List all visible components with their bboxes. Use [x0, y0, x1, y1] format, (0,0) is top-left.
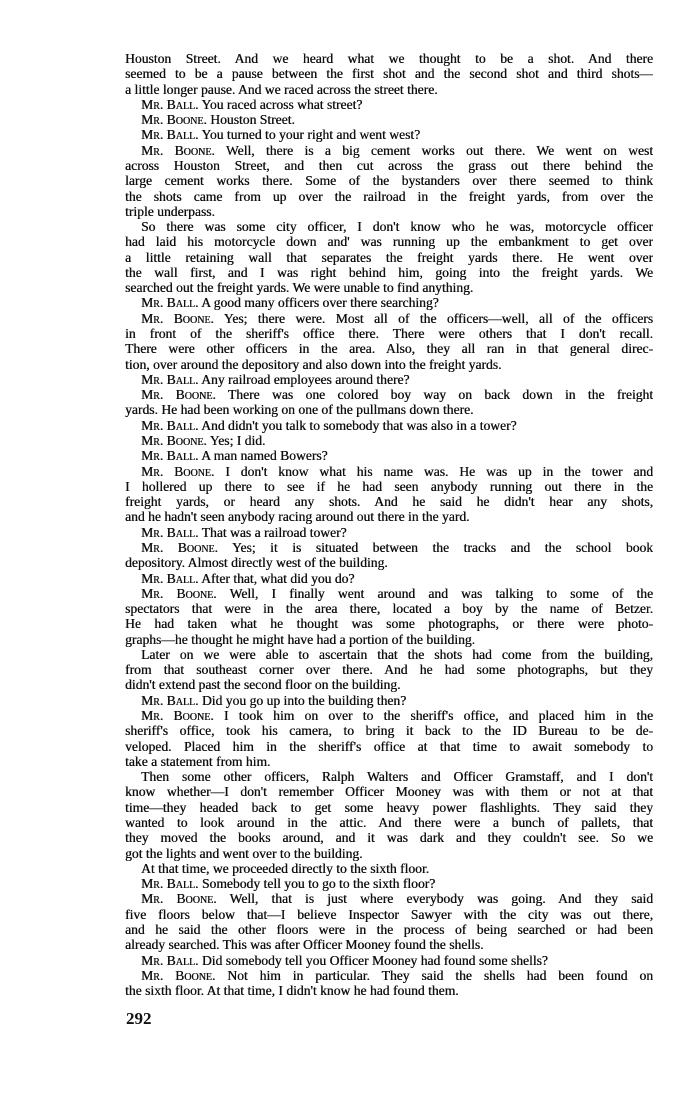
- line-text: Yes; it is situated between the tracks and the school book: [217, 539, 653, 555]
- testimony-line: [125, 937, 653, 952]
- line-text: He had taken what he thought was some photographs, or there were photo-: [125, 616, 653, 632]
- testimony-line: [125, 479, 653, 494]
- line-text: Did somebody tell you Officer Mooney had found some shells?: [198, 952, 548, 968]
- line-text: from that southeast corner over there. And he had some photographs, but they: [125, 662, 653, 678]
- line-text: A man named Bowers?: [198, 448, 328, 464]
- testimony-line: [141, 586, 653, 601]
- narrative-line: [125, 662, 653, 677]
- line-text: Houston Street.: [206, 112, 295, 128]
- line-text: large cement works there. Some of the bystanders over there seemed to think: [125, 173, 653, 189]
- narrative-line: [125, 265, 653, 280]
- testimony-line: [141, 968, 653, 983]
- line-text: a little longer pause. And we raced across the street there.: [125, 81, 438, 97]
- testimony-line: [141, 433, 653, 448]
- testimony-line: [141, 464, 653, 479]
- speaker-label: Mr. Ball.: [141, 570, 199, 586]
- testimony-line: [141, 372, 653, 387]
- testimony-line: [141, 97, 653, 112]
- testimony-line: [125, 357, 653, 372]
- line-text: After that, what did you do?: [198, 570, 355, 586]
- line-text: freight yards, or heard any shots. And he said he didn't hear any shots,: [125, 494, 653, 510]
- line-text: they moved the books around, and it was dark and they couldn't see. So we: [125, 830, 653, 846]
- speaker-label: Mr. Ball.: [141, 371, 199, 387]
- testimony-line: [141, 876, 653, 891]
- speaker-label: Mr. Ball.: [141, 96, 199, 112]
- line-text: didn't extend past the second floor on the building.: [125, 677, 401, 693]
- speaker-label: Mr. Ball.: [141, 127, 199, 143]
- narrative-line: [125, 250, 653, 265]
- speaker-label: Mr. Boone.: [141, 967, 216, 983]
- line-text: I hollered up there to see if he had seen anybody running out there in the: [125, 478, 653, 494]
- testimony-line: [125, 509, 653, 524]
- narrative-line: [125, 280, 653, 295]
- narrative-line: [125, 815, 653, 830]
- line-text: and he hadn't seen anybody racing around out there in the yard.: [125, 509, 470, 525]
- testimony-line: [141, 540, 653, 555]
- line-text: I took him on over to the sheriff's office, and placed him in the: [213, 708, 653, 724]
- testimony-line: [141, 891, 653, 906]
- line-text: depository. Almost directly west of the building.: [125, 555, 388, 571]
- testimony-line: [125, 632, 653, 647]
- line-text: Did you go up into the building then?: [198, 692, 407, 708]
- line-text: wanted to look around in the attic. And there were a bunch of pallets, that: [125, 815, 653, 830]
- testimony-line: [125, 616, 653, 631]
- line-text: the wall first, and I was right behind him, going into the freight yards. We: [125, 264, 653, 280]
- line-text: Not him in particular. They said the shells had been found on: [215, 967, 653, 983]
- line-text: tion, over around the depository and also down into the freight yards.: [125, 356, 502, 372]
- line-text: the shots came from up over the railroad in the freight yards, from over the: [125, 188, 653, 204]
- line-text: And didn't you talk to somebody that was also in a tower?: [198, 417, 517, 433]
- speaker-label: Mr. Ball.: [141, 952, 199, 968]
- testimony-line: [125, 555, 653, 570]
- testimony-line: [141, 143, 653, 158]
- testimony-line: [141, 295, 653, 310]
- line-text: Yes; there were. Most all of the officers—well, all of the officers: [213, 310, 653, 326]
- testimony-line: [141, 953, 653, 968]
- speaker-label: Mr. Ball.: [141, 448, 199, 464]
- testimony-line: [125, 189, 653, 204]
- line-text: A good many officers over there searching?: [198, 295, 439, 311]
- line-text: seemed to be a pause between the first shot and the second shot and third shots—: [125, 66, 653, 82]
- speaker-label: Mr. Boone.: [141, 112, 207, 128]
- speaker-label: Mr. Ball.: [141, 295, 199, 311]
- narrative-line: [125, 66, 653, 81]
- testimony-line: [141, 127, 653, 142]
- testimony-line: [125, 922, 653, 937]
- line-text: Then some other officers, Ralph Walters and Officer Gramstaff, and I don't: [141, 769, 653, 785]
- testimony-line: [125, 907, 653, 922]
- speaker-label: Mr. Boone.: [141, 463, 215, 479]
- testimony-line: [125, 494, 653, 509]
- speaker-label: Mr. Ball.: [141, 692, 199, 708]
- testimony-line: [141, 112, 653, 127]
- testimony-line: [125, 326, 653, 341]
- testimony-line: [141, 693, 653, 708]
- line-text: You raced across what street?: [198, 96, 363, 112]
- line-text: yards. He had been working on one of the pullmans down there.: [125, 402, 474, 418]
- narrative-line: [125, 51, 653, 66]
- narrative-line: [141, 219, 653, 234]
- line-text: got the lights and went over to the building.: [125, 845, 363, 861]
- narrative-line: [141, 647, 653, 662]
- line-text: You turned to your right and went west?: [198, 127, 421, 143]
- narrative-line: [141, 861, 653, 876]
- narrative-line: [125, 677, 653, 692]
- narrative-line: [125, 830, 653, 845]
- speaker-label: Mr. Boone.: [141, 310, 214, 326]
- testimony-line: [125, 723, 653, 738]
- speaker-label: Mr. Boone.: [141, 142, 215, 158]
- narrative-line: [125, 82, 653, 97]
- line-text: Somebody tell you to go to the sixth floor?: [198, 876, 436, 892]
- line-text: take a statement from him.: [125, 753, 271, 769]
- narrative-line: [125, 234, 653, 249]
- line-text: There were other officers in the area. Also, they all ran in that general direc-: [125, 341, 653, 357]
- line-text: know whether—I don't remember Officer Mooney was with them or not at that: [125, 784, 653, 800]
- line-text: a little retaining wall that separates the freight yards there. He went over: [125, 249, 653, 265]
- line-text: Well, there is a big cement works out there. We went on west: [214, 142, 653, 158]
- testimony-line: [141, 311, 653, 326]
- speaker-label: Mr. Ball.: [141, 876, 199, 892]
- speaker-label: Mr. Boone.: [141, 891, 217, 907]
- line-text: already searched. This was after Officer Mooney found the shells.: [125, 937, 484, 953]
- testimony-line: [125, 158, 653, 173]
- testimony-line: [141, 448, 653, 463]
- narrative-line: [125, 846, 653, 861]
- speaker-label: Mr. Boone.: [141, 708, 214, 724]
- line-text: That was a railroad tower?: [198, 524, 347, 540]
- line-text: in front of the sheriff's office there. There were others that I don't recall.: [125, 326, 653, 342]
- line-text: had laid his motorcycle down and' was running up the embankment to get over: [125, 234, 653, 250]
- narrative-line: [141, 769, 653, 784]
- testimony-line: [125, 204, 653, 219]
- testimony-line: [141, 525, 653, 540]
- line-text: five floors below that—I believe Inspector Sawyer with the city was out there,: [125, 906, 653, 922]
- testimony-line: [125, 402, 653, 417]
- testimony-line: [125, 173, 653, 188]
- line-text: Well, I finally went around and was talking to some of the: [216, 585, 653, 601]
- line-text: veloped. Placed him in the sheriff's office at that time to await somebody to: [125, 738, 653, 754]
- line-text: spectators that were in the area there, located a boy by the name of Betzer.: [125, 601, 653, 617]
- speaker-label: Mr. Boone.: [141, 539, 218, 555]
- line-text: Yes; I did.: [206, 433, 266, 448]
- line-text: Any railroad employees around there?: [198, 371, 410, 387]
- line-text: I don't know what his name was. He was up in the tower and: [214, 463, 653, 479]
- line-text: the sixth floor. At that time, I didn't know he had found them.: [125, 983, 459, 999]
- testimony-line: [125, 983, 653, 998]
- testimony-line: [125, 341, 653, 356]
- line-text: Later on we were able to ascertain that the shots had come from the building,: [141, 646, 653, 662]
- testimony-line: [125, 739, 653, 754]
- speaker-label: Mr. Boone.: [141, 387, 216, 403]
- narrative-line: [125, 800, 653, 815]
- line-text: and he said the other floors were in the process of being searched or had been: [125, 921, 653, 937]
- line-text: At that time, we proceeded directly to the sixth floor.: [141, 860, 430, 876]
- speaker-label: Mr. Boone.: [141, 585, 217, 601]
- testimony-line: [141, 571, 653, 586]
- line-text: triple underpass.: [125, 203, 215, 219]
- testimony-line: [125, 754, 653, 769]
- testimony-line: [141, 708, 653, 723]
- line-text: graphs—he thought he might have had a portion of the building.: [125, 631, 475, 647]
- speaker-label: Mr. Boone.: [141, 433, 207, 448]
- line-text: There was one colored boy way on back down in the freight: [215, 387, 653, 403]
- speaker-label: Mr. Ball.: [141, 524, 199, 540]
- narrative-line: [125, 784, 653, 799]
- line-text: across Houston Street, and then cut across the grass out there behind the: [125, 157, 653, 173]
- testimony-line: [141, 387, 653, 402]
- speaker-label: Mr. Ball.: [141, 417, 199, 433]
- line-text: So there was some city officer, I don't know who he was, motorcycle officer: [141, 219, 653, 235]
- page-number: 292: [126, 1009, 152, 1028]
- line-text: Well, that is just where everybody was going. And they said: [216, 891, 653, 907]
- line-text: Houston Street. And we heard what we thought to be a shot. And there: [125, 51, 653, 66]
- testimony-line: [125, 601, 653, 616]
- line-text: time—they headed back to get some heavy power flashlights. They said they: [125, 799, 653, 815]
- line-text: searched out the freight yards. We were unable to find anything.: [125, 280, 474, 296]
- testimony-line: [141, 418, 653, 433]
- line-text: sheriff's office, took his camera, to bring it back to the ID Bureau to be de-: [125, 723, 653, 739]
